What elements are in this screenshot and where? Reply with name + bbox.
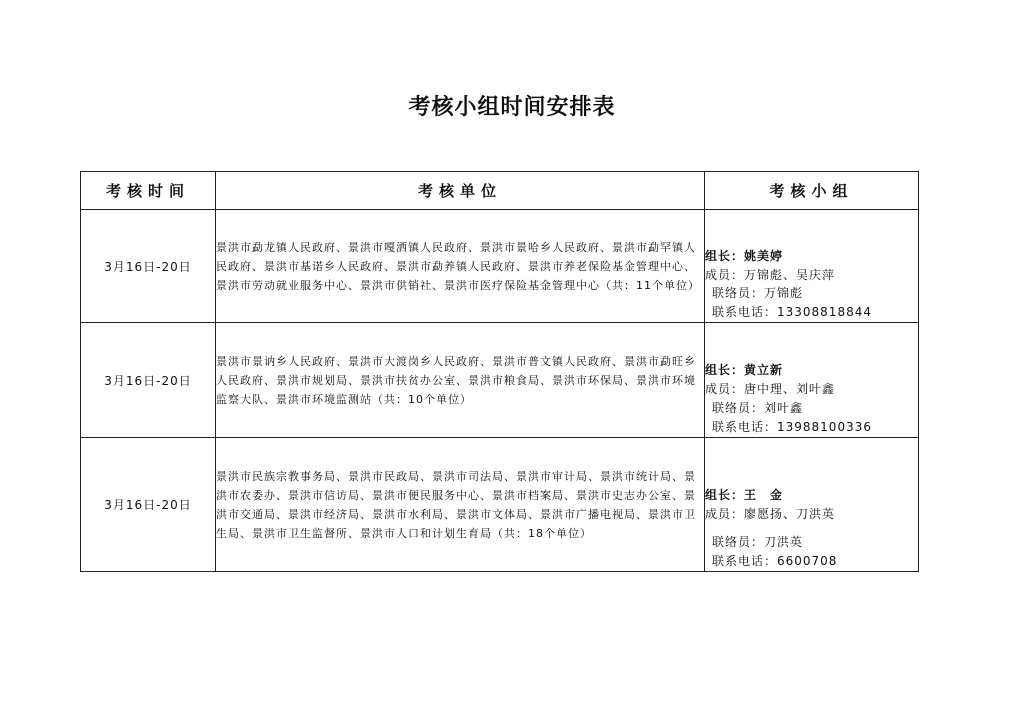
time-cell: 3月16日-20日 bbox=[81, 210, 216, 323]
group-cell bbox=[705, 210, 919, 323]
group-leader: 组长：王 金 bbox=[705, 487, 784, 502]
units-cell: 景洪市勐龙镇人民政府、景洪市嘎洒镇人民政府、景洪市景哈乡人民政府、景洪市勐罕镇人民政府、景洪市基诺乡人民政府、景洪市勐养镇人民政府、景洪市养老保险基金管理中心、景洪市劳动就业服务中心、景洪市供销社、景洪市医疗保险基金管理中心（共：11个单位） bbox=[216, 210, 705, 323]
group-members: 成员：万锦彪、吴庆萍 bbox=[705, 268, 836, 282]
contact-block bbox=[712, 399, 872, 437]
units-cell: 景洪市民族宗教事务局、景洪市民政局、景洪市司法局、景洪市审计局、景洪市统计局、景洪市农委办、景洪市信访局、景洪市便民服务中心、景洪市档案局、景洪市史志办公室、景洪市交通局、景洪市经济局、景洪市水利局、景洪市文体局、景洪市广播电视局、景洪市卫生局、景洪市卫生监督所、景洪市人口和计划生育局（共：18个单位） bbox=[216, 438, 705, 572]
schedule-table bbox=[80, 171, 919, 572]
table-header-row bbox=[81, 172, 919, 210]
group-phone: 联系电话：13988100336 bbox=[712, 420, 872, 434]
contact-block bbox=[712, 284, 872, 322]
header-time: 考核时间 bbox=[81, 172, 216, 210]
contact-block bbox=[712, 533, 837, 571]
group-members: 成员：唐中理、刘叶鑫 bbox=[705, 382, 836, 396]
time-cell: 3月16日-20日 bbox=[81, 323, 216, 438]
time-cell: 3月16日-20日 bbox=[81, 438, 216, 572]
group-cell bbox=[705, 438, 919, 572]
group-phone: 联系电话：6600708 bbox=[712, 554, 838, 568]
group-leader: 组长：黄立新 bbox=[705, 363, 784, 377]
table-row bbox=[81, 438, 919, 572]
group-liaison: 联络员：万锦彪 bbox=[712, 286, 804, 300]
group-phone: 联系电话：13308818844 bbox=[712, 305, 872, 319]
group-members: 成员：廖愿扬、刀洪英 bbox=[705, 506, 836, 521]
header-unit: 考核单位 bbox=[216, 172, 705, 210]
page-title: 考核小组时间安排表 bbox=[408, 95, 616, 120]
header-group: 考核小组 bbox=[705, 172, 919, 210]
group-liaison: 联络员：刀洪英 bbox=[712, 535, 804, 549]
table-row bbox=[81, 323, 919, 438]
units-cell: 景洪市景讷乡人民政府、景洪市大渡岗乡人民政府、景洪市普文镇人民政府、景洪市勐旺乡人民政府、景洪市规划局、景洪市扶贫办公室、景洪市粮食局、景洪市环保局、景洪市环境监察大队、景洪市环境监测站（共：10个单位） bbox=[216, 323, 705, 438]
group-liaison: 联络员：刘叶鑫 bbox=[712, 401, 804, 415]
group-leader: 组长：姚美婷 bbox=[705, 249, 784, 263]
table-row bbox=[81, 210, 919, 323]
group-cell bbox=[705, 323, 919, 438]
